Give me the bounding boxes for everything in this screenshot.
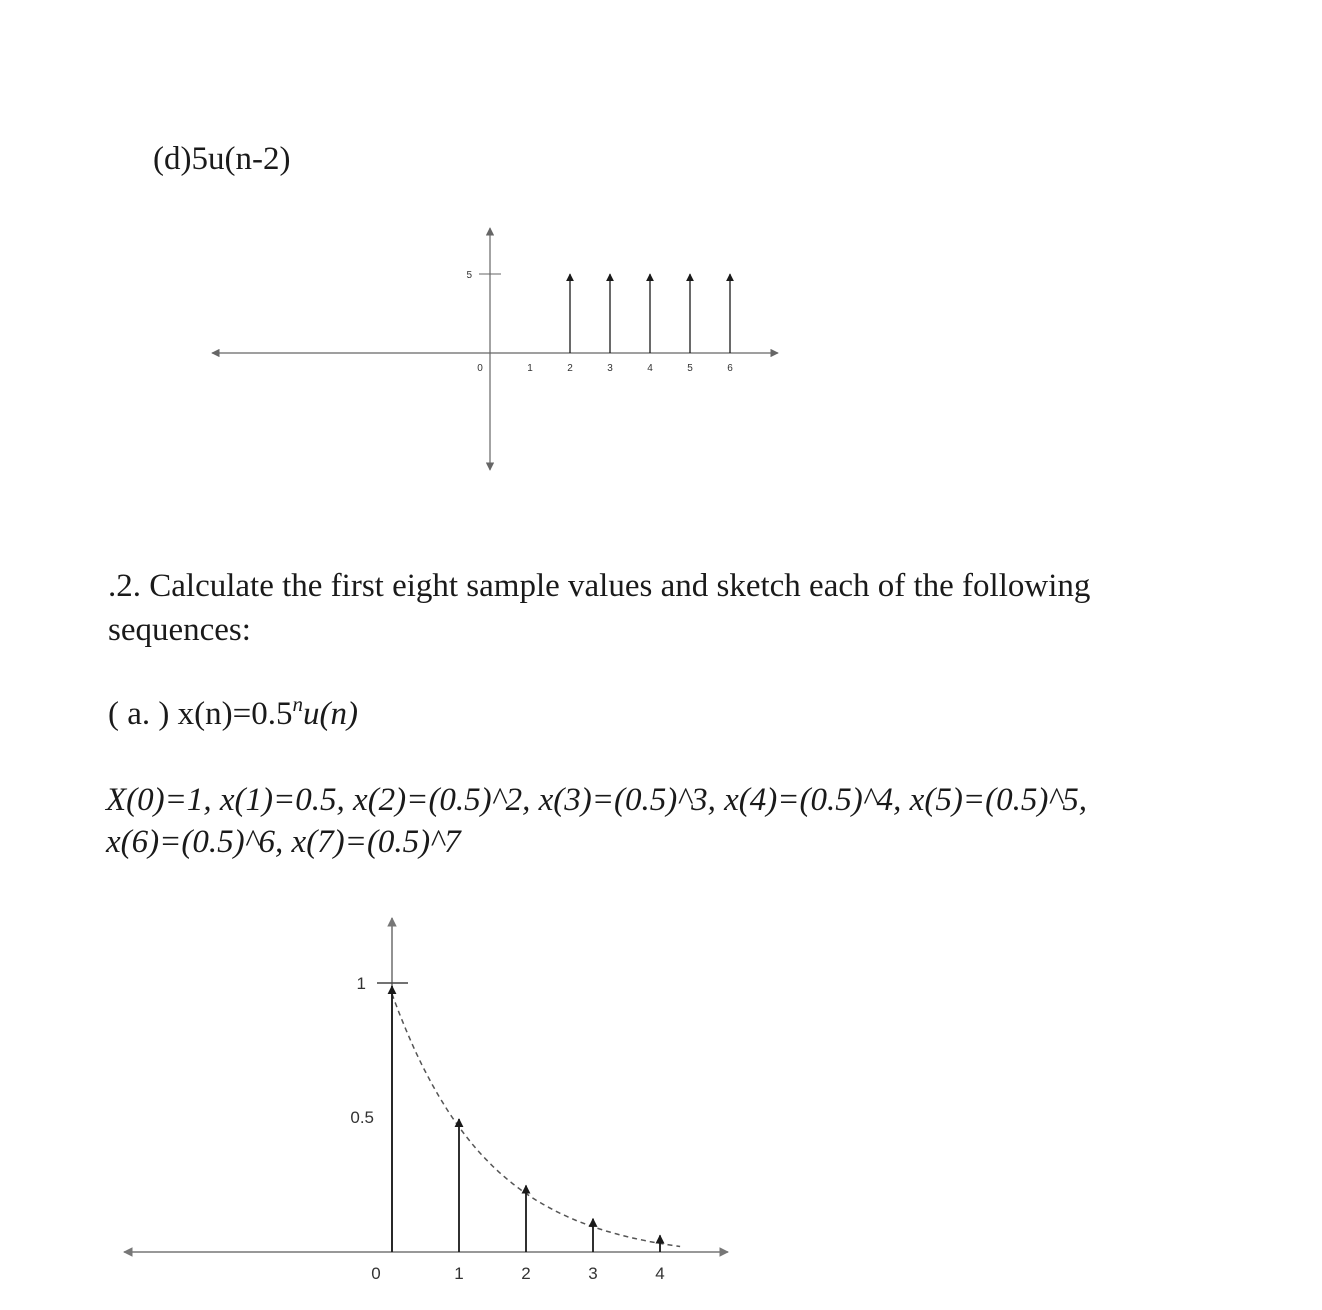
part-a-exponent: n	[292, 692, 303, 716]
part-a-suffix: u(n)	[302, 696, 358, 732]
values-line2: x(6)=(0.5)^6, x(7)=(0.5)^7	[106, 824, 461, 860]
values-line1: X(0)=1, x(1)=0.5, x(2)=(0.5)^2, x(3)=(0.5)^3, x(4)=(0.5)^4, x(5)=(0.5)^5,	[106, 782, 1087, 818]
chart2-x-tick-label: 3	[588, 1264, 598, 1283]
part-d-label: (d)5u(n-2)	[153, 141, 291, 177]
chart2-x-tick-label: 0	[371, 1264, 381, 1283]
chart1-x-tick-label: 1	[527, 363, 533, 374]
chart2-x-tick-label: 2	[521, 1264, 531, 1283]
chart1-x-tick-label: 4	[647, 363, 653, 374]
chart1-x-tick-label: 2	[567, 363, 573, 374]
chart1-x-tick-label: 0	[477, 363, 483, 374]
chart2-y-tick-label-half: 0.5	[350, 1108, 374, 1127]
question2-line1: .2. Calculate the first eight sample values and sketch each of the following	[108, 568, 1091, 604]
chart1-y-tick-label: 5	[466, 270, 472, 281]
chart1-x-tick-label: 5	[687, 363, 693, 374]
chart1-x-tick-label: 6	[727, 363, 733, 374]
chart2-y-tick-label-1: 1	[356, 974, 366, 993]
question2-line2: sequences:	[108, 612, 251, 648]
chart2-dashed-envelope	[392, 994, 680, 1247]
chart2-x-tick-label: 1	[454, 1264, 464, 1283]
chart2-x-tick-label: 4	[655, 1264, 665, 1283]
chart1-x-tick-label: 3	[607, 363, 613, 374]
part-a-heading	[108, 692, 358, 732]
part-a-prefix: ( a. ) x(n)=0.5	[108, 696, 293, 732]
